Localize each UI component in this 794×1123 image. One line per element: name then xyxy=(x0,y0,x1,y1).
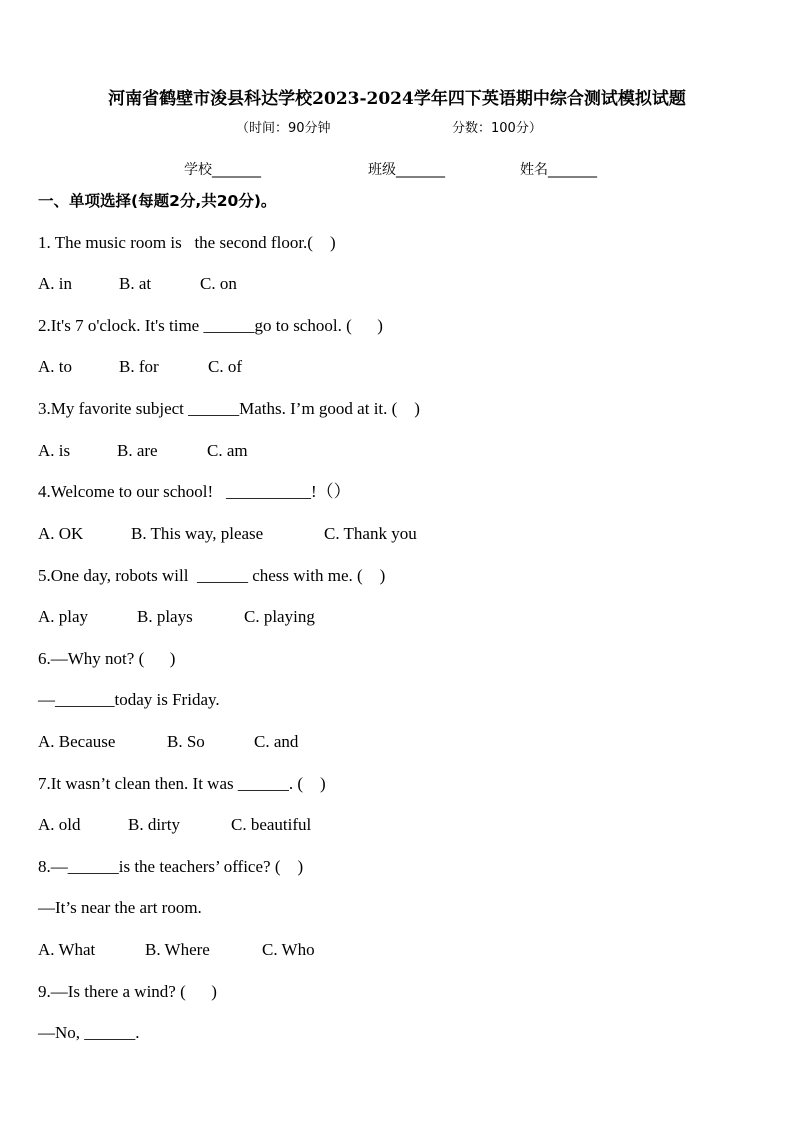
q5-option-c: C. playing xyxy=(244,607,315,626)
question-9-answer-line: —No, ______. xyxy=(38,1023,140,1042)
q5-option-b: B. plays xyxy=(137,607,193,626)
q4-option-c: C. Thank you xyxy=(324,524,417,543)
question-6: 6.—Why not? ( ) xyxy=(38,649,176,668)
q8-option-b: B. Where xyxy=(145,940,210,959)
question-8: 8.—______is the teachers’ office? ( ) xyxy=(38,857,304,876)
question-8-answer-line: —It’s near the art room. xyxy=(38,898,202,917)
question-3: 3.My favorite subject ______Maths. I’m good at it. ( ) xyxy=(38,399,420,418)
q7-option-b: B. dirty xyxy=(128,815,180,834)
exam-time: （时间：90分钟 xyxy=(236,121,331,136)
name-field: 姓名_______ xyxy=(520,162,597,178)
exam-score: 分数：100分） xyxy=(452,121,542,136)
q1-option-b: B. at xyxy=(119,274,152,293)
question-9: 9.—Is there a wind? ( ) xyxy=(38,982,217,1001)
q7-option-c: C. beautiful xyxy=(231,815,312,834)
question-1: 1. The music room is the second floor.( ) xyxy=(38,233,336,252)
q6-option-c: C. and xyxy=(254,732,299,751)
q6-option-b: B. So xyxy=(167,732,205,751)
q5-option-a: A. play xyxy=(38,607,89,626)
question-2: 2.It's 7 o'clock. It's time ______go to school. ( ) xyxy=(38,316,383,335)
q7-option-a: A. old xyxy=(38,815,81,834)
question-6-answer-line: —_______today is Friday. xyxy=(38,690,220,709)
q8-option-c: C. Who xyxy=(262,940,315,959)
q3-option-b: B. are xyxy=(117,441,158,460)
q8-option-a: A. What xyxy=(38,940,96,959)
q4-option-b: B. This way, please xyxy=(131,524,264,543)
q3-option-a: A. is xyxy=(38,441,71,460)
q4-option-a: A. OK xyxy=(38,524,84,543)
q1-option-a: A. in xyxy=(38,274,72,293)
exam-title: 河南省鹤壁市浚县科达学校2023-2024学年四下英语期中综合测试模拟试题 xyxy=(108,89,686,109)
question-5: 5.One day, robots will ______ chess with me. ( ) xyxy=(38,566,386,585)
q3-option-c: C. am xyxy=(207,441,248,460)
question-7: 7.It wasn’t clean then. It was ______. ( ) xyxy=(38,774,326,793)
school-field: 学校_______ xyxy=(184,162,261,178)
section-heading: 一、单项选择(每题2分,共20分)。 xyxy=(38,192,277,210)
q6-option-a: A. Because xyxy=(38,732,116,751)
class-field: 班级_______ xyxy=(368,162,445,178)
q1-option-c: C. on xyxy=(200,274,237,293)
question-4: 4.Welcome to our school! __________!（） xyxy=(38,482,351,501)
q2-option-c: C. of xyxy=(208,357,242,376)
q2-option-b: B. for xyxy=(119,357,159,376)
q2-option-a: A. to xyxy=(38,357,72,376)
